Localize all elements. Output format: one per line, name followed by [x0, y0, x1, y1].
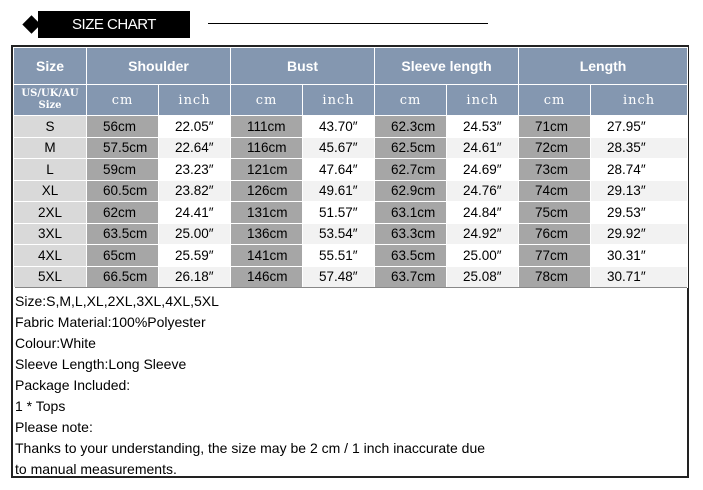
length-inch-cell: 28.35″	[591, 137, 688, 159]
sleeve-inch-cell: 24.69″	[447, 159, 519, 181]
title-divider	[208, 23, 488, 24]
note-line: Thanks to your understanding, the size may be 2 cm / 1 inch inaccurate due	[15, 440, 486, 456]
size-table-body	[14, 116, 688, 288]
length-inch-cell: 27.95″	[591, 116, 688, 138]
bust-inch-cell: 49.61″	[303, 180, 375, 202]
note-line: Please note:	[15, 419, 93, 435]
sleeve-inch-cell: 24.76″	[447, 180, 519, 202]
length-cm-cell: 75cm	[519, 202, 591, 224]
sleeve-cm-cell: 63.7cm	[375, 266, 447, 288]
size-cell: 2XL	[14, 202, 87, 224]
shoulder-cm-cell: 60.5cm	[87, 180, 159, 202]
size-chart-title	[32, 11, 192, 38]
table-row	[14, 202, 688, 224]
length-cm-cell: 74cm	[519, 180, 591, 202]
bust-inch-cell: 47.64″	[303, 159, 375, 181]
sleeve-inch-cell: 25.08″	[447, 266, 519, 288]
length-inch-cell: 30.71″	[591, 266, 688, 288]
length-cm-cell: 78cm	[519, 266, 591, 288]
bust-inch-cell: 57.48″	[303, 266, 375, 288]
bust-inch-cell: 43.70″	[303, 116, 375, 138]
note-line: Size:S,M,L,XL,2XL,3XL,4XL,5XL	[15, 293, 219, 309]
header-length: Length	[519, 48, 688, 85]
shoulder-inch-cell: 23.23″	[159, 159, 231, 181]
sleeve-inch-cell: 24.92″	[447, 223, 519, 245]
shoulder-cm-cell: 56cm	[87, 116, 159, 138]
size-table	[13, 47, 688, 288]
header-row-units	[14, 85, 688, 116]
length-inch-cell: 30.31″	[591, 245, 688, 267]
length-cm-cell: 76cm	[519, 223, 591, 245]
table-row	[14, 180, 688, 202]
shoulder-inch-cell: 25.00″	[159, 223, 231, 245]
sleeve-cm-cell: 62.3cm	[375, 116, 447, 138]
bust-inch-cell: 51.57″	[303, 202, 375, 224]
title-text: SIZE CHART	[38, 11, 190, 38]
header-size-region	[14, 85, 87, 116]
unit-cm: cm	[231, 85, 303, 116]
unit-inch: inch	[591, 85, 688, 116]
length-inch-cell: 29.13″	[591, 180, 688, 202]
bust-inch-cell: 55.51″	[303, 245, 375, 267]
bust-cm-cell: 126cm	[231, 180, 303, 202]
shoulder-cm-cell: 63.5cm	[87, 223, 159, 245]
bust-cm-cell: 116cm	[231, 137, 303, 159]
note-line: Sleeve Length:Long Sleeve	[15, 356, 187, 372]
unit-cm: cm	[375, 85, 447, 116]
size-sub-label: Size	[38, 100, 62, 111]
length-cm-cell: 73cm	[519, 159, 591, 181]
bust-inch-cell: 53.54″	[303, 223, 375, 245]
length-inch-cell: 29.92″	[591, 223, 688, 245]
header-row-groups	[14, 48, 688, 85]
length-inch-cell: 29.53″	[591, 202, 688, 224]
unit-inch: inch	[303, 85, 375, 116]
header-sleeve-length: Sleeve length	[375, 48, 519, 85]
size-chart-card	[11, 45, 689, 478]
bust-cm-cell: 121cm	[231, 159, 303, 181]
sleeve-inch-cell: 24.53″	[447, 116, 519, 138]
table-row	[14, 245, 688, 267]
length-cm-cell: 77cm	[519, 245, 591, 267]
bust-cm-cell: 136cm	[231, 223, 303, 245]
shoulder-inch-cell: 23.82″	[159, 180, 231, 202]
table-row	[14, 266, 688, 288]
bust-cm-cell: 141cm	[231, 245, 303, 267]
size-cell: S	[14, 116, 87, 138]
shoulder-cm-cell: 59cm	[87, 159, 159, 181]
header-bust: Bust	[231, 48, 375, 85]
size-cell: M	[14, 137, 87, 159]
sleeve-cm-cell: 62.7cm	[375, 159, 447, 181]
shoulder-inch-cell: 24.41″	[159, 202, 231, 224]
unit-inch: inch	[159, 85, 231, 116]
product-notes	[15, 287, 687, 480]
shoulder-inch-cell: 22.05″	[159, 116, 231, 138]
length-inch-cell: 28.74″	[591, 159, 688, 181]
size-cell: 5XL	[14, 266, 87, 288]
header-size: Size	[14, 48, 87, 85]
note-line: Package Included:	[15, 377, 131, 393]
table-row	[14, 116, 688, 138]
bust-cm-cell: 146cm	[231, 266, 303, 288]
unit-cm: cm	[519, 85, 591, 116]
sleeve-cm-cell: 62.5cm	[375, 137, 447, 159]
size-cell: XL	[14, 180, 87, 202]
size-cell: 3XL	[14, 223, 87, 245]
table-row	[14, 223, 688, 245]
sleeve-inch-cell: 24.84″	[447, 202, 519, 224]
note-line: 1 * Tops	[15, 398, 66, 414]
note-line: Colour:White	[15, 335, 96, 351]
length-cm-cell: 72cm	[519, 137, 591, 159]
bust-cm-cell: 131cm	[231, 202, 303, 224]
size-region-label: US/UK/AU	[21, 88, 79, 99]
bust-inch-cell: 45.67″	[303, 137, 375, 159]
unit-inch: inch	[447, 85, 519, 116]
shoulder-inch-cell: 22.64″	[159, 137, 231, 159]
sleeve-inch-cell: 25.00″	[447, 245, 519, 267]
sleeve-cm-cell: 63.1cm	[375, 202, 447, 224]
sleeve-cm-cell: 62.9cm	[375, 180, 447, 202]
shoulder-cm-cell: 65cm	[87, 245, 159, 267]
shoulder-inch-cell: 26.18″	[159, 266, 231, 288]
size-cell: 4XL	[14, 245, 87, 267]
table-row	[14, 137, 688, 159]
bust-cm-cell: 111cm	[231, 116, 303, 138]
note-line: Fabric Material:100%Polyester	[15, 314, 206, 330]
note-line: to manual measurements.	[15, 461, 177, 477]
sleeve-cm-cell: 63.3cm	[375, 223, 447, 245]
sleeve-inch-cell: 24.61″	[447, 137, 519, 159]
shoulder-cm-cell: 57.5cm	[87, 137, 159, 159]
size-cell: L	[14, 159, 87, 181]
header-shoulder: Shoulder	[87, 48, 231, 85]
length-cm-cell: 71cm	[519, 116, 591, 138]
table-row	[14, 159, 688, 181]
shoulder-inch-cell: 25.59″	[159, 245, 231, 267]
unit-cm: cm	[87, 85, 159, 116]
sleeve-cm-cell: 63.5cm	[375, 245, 447, 267]
shoulder-cm-cell: 62cm	[87, 202, 159, 224]
shoulder-cm-cell: 66.5cm	[87, 266, 159, 288]
